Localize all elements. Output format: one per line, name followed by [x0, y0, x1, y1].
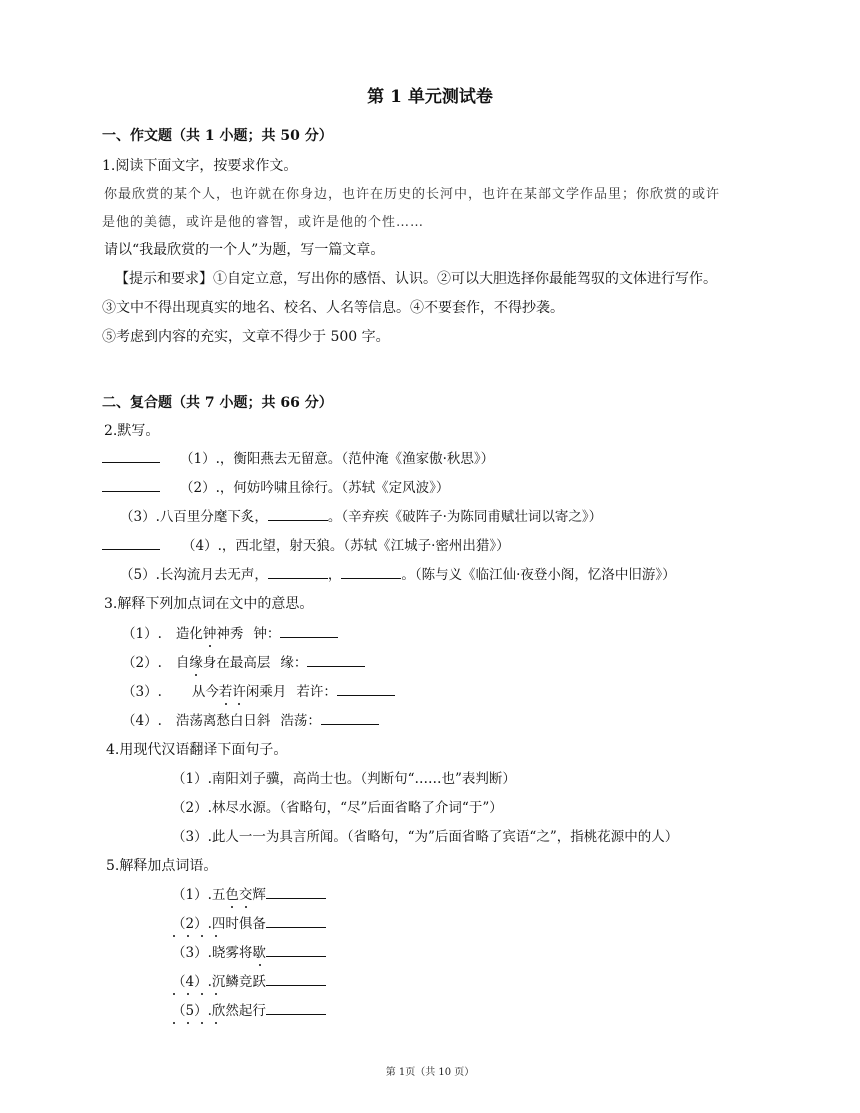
- question-5-intro: 5.解释加点词语。: [106, 858, 218, 874]
- question-5-item-3: （3）.晓雾将歇: [172, 941, 326, 961]
- answer-blank[interactable]: [280, 625, 338, 638]
- section-heading-composition: 一、作文题（共 1 小题；共 50 分）: [102, 128, 333, 144]
- question-1-intro: 1.阅读下面文字，按要求作文。: [102, 158, 298, 174]
- question-2-item-1: （1）.，衡阳燕去无留意。（范仲淹《渔家傲·秋思》）: [102, 447, 494, 467]
- question-5-item-5: （5）.欣然起行: [172, 999, 326, 1019]
- answer-blank[interactable]: [266, 973, 326, 986]
- question-3-item-4: （4）. 浩荡离愁白日斜 浩荡：: [122, 709, 379, 729]
- question-4-item-2: （2）.林尽水源。（省略句，“尽”后面省略了介词“于”）: [172, 800, 503, 816]
- question-1-requirements-2: ③文中不得出现真实的地名、校名、人名等信息。④不要套作，不得抄袭。: [102, 300, 564, 316]
- question-5-item-1: （1）.五色交辉: [172, 883, 326, 903]
- question-1-passage-line-2: 是他的美德，或许是他的睿智，或许是他的个性……: [102, 215, 425, 230]
- answer-blank[interactable]: [321, 712, 379, 725]
- dotted-word: 若许: [219, 684, 246, 700]
- section-heading-composite: 二、复合题（共 7 小题；共 66 分）: [102, 395, 333, 411]
- question-4-item-3: （3）.此人一一为具言所闻。（省略句，“为”后面省略了宾语“之”，指桃花源中的人）: [172, 829, 679, 845]
- question-2-item-4: （4）.，西北望，射天狼。（苏轼《江城子·密州出猎》）: [102, 534, 510, 554]
- question-2-item-5: （5）.长沟流月去无声， ， 。（陈与义《临江仙·夜登小阁，忆洛中旧游》）: [120, 567, 676, 583]
- answer-blank[interactable]: [266, 915, 326, 928]
- page-footer: 第 1页（共 10 页）: [385, 1067, 475, 1078]
- question-1-passage-line-1: 你最欣赏的某个人，也许就在你身边，也许在历史的长河中，也许在某部文学作品里；你欣赏的或许: [104, 187, 721, 202]
- question-1-requirements-3: ⑤考虑到内容的充实，文章不得少于 500 字。: [102, 329, 390, 345]
- answer-blank[interactable]: [337, 683, 395, 696]
- question-1-requirements-1: 【提示和要求】①自定立意，写出你的感悟、认识。②可以大胆选择你最能驾驭的文体进行写作。: [115, 271, 717, 287]
- answer-blank[interactable]: [102, 450, 160, 463]
- question-4-intro: 4.用现代汉语翻译下面句子。: [106, 742, 288, 758]
- dotted-word: 缘: [189, 655, 203, 671]
- answer-blank[interactable]: [102, 479, 160, 492]
- answer-blank[interactable]: [341, 566, 401, 579]
- answer-blank[interactable]: [266, 886, 326, 899]
- dotted-word: 钟: [203, 626, 217, 642]
- answer-blank[interactable]: [307, 654, 365, 667]
- question-2-item-2: （2）.，何妨吟啸且徐行。（苏轼《定风波》）: [102, 476, 449, 496]
- question-3-item-3: （3）. 从今若许 闲乘月 若许：: [122, 680, 395, 700]
- answer-blank[interactable]: [102, 537, 160, 550]
- question-5-item-2: （2）.四时俱备: [172, 912, 326, 932]
- question-3-item-1: （1）. 造化钟 神秀 钟：: [122, 622, 338, 642]
- question-5-item-4: （4）.沉鳞竞跃: [172, 970, 326, 990]
- question-2-intro: 2.默写。: [104, 423, 160, 439]
- page-title: 第 1 单元测试卷: [367, 87, 493, 107]
- answer-blank[interactable]: [266, 1002, 326, 1015]
- answer-blank[interactable]: [268, 508, 328, 521]
- question-3-intro: 3.解释下列加点词在文中的意思。: [104, 596, 314, 612]
- question-1-title-requirement: 请以“我最欣赏的一个人”为题，写一篇文章。: [104, 242, 385, 258]
- question-4-item-1: （1）.南阳刘子骥，高尚士也。（判断句“……也”表判断）: [172, 771, 516, 787]
- answer-blank[interactable]: [268, 566, 328, 579]
- question-3-item-2: （2）. 自缘 身在最高层 缘：: [122, 651, 365, 671]
- answer-blank[interactable]: [266, 944, 326, 957]
- question-2-item-3: （3）.八百里分麾下炙， 。（辛弃疾《破阵子·为陈同甫赋壮词以寄之》）: [120, 509, 603, 525]
